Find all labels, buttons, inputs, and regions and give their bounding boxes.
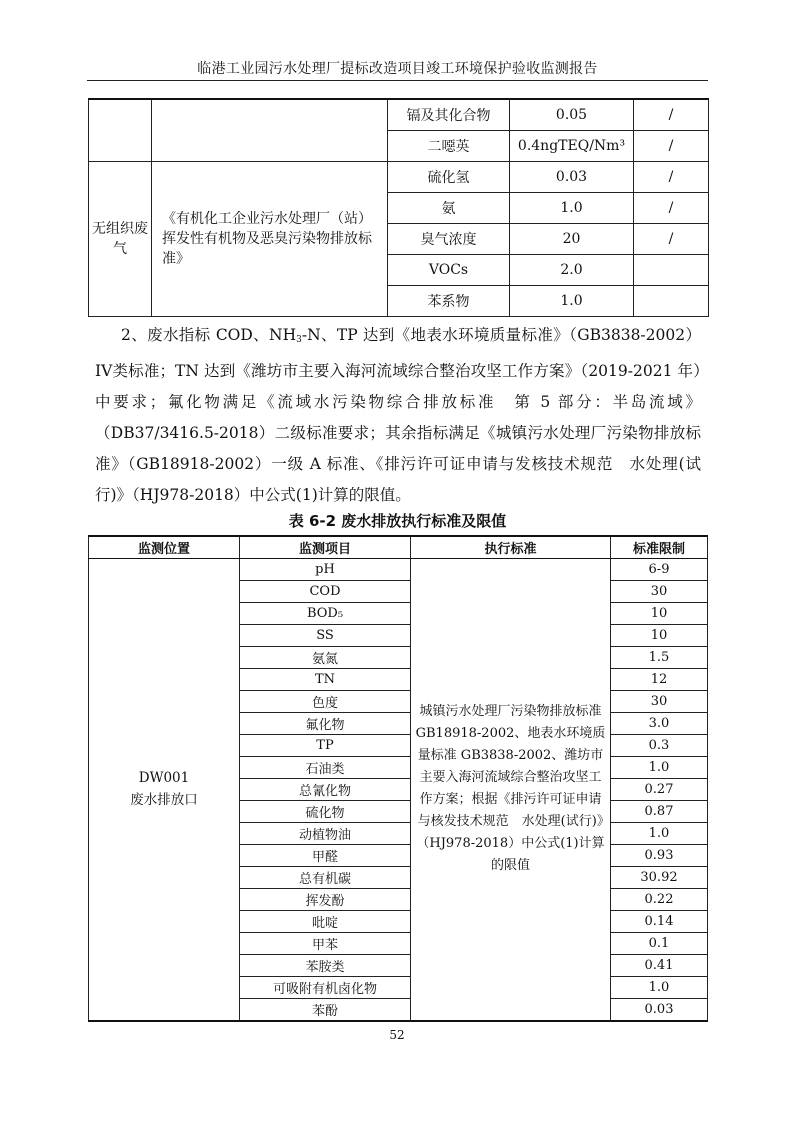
limit-cell: 1.0 <box>611 977 708 999</box>
limit-cell: 30 <box>611 691 708 713</box>
wastewater-standard-paragraph <box>95 320 701 511</box>
item-cell: 石油类 <box>240 757 411 779</box>
limit-cell: 0.27 <box>611 779 708 801</box>
note-cell: / <box>634 99 709 130</box>
column-header: 执行标准 <box>411 536 611 559</box>
group-label-cell: 无组织废气 <box>89 161 152 316</box>
limit-cell: 0.22 <box>611 889 708 911</box>
table-row <box>89 559 708 581</box>
limit-cell: 0.05 <box>510 99 634 130</box>
wastewater-standards-table <box>88 535 708 1022</box>
location-name: 废水排放口 <box>130 792 198 809</box>
table-header-row <box>89 536 708 559</box>
item-cell: pH <box>240 559 411 581</box>
paragraph-subscript: 3 <box>296 335 302 345</box>
item-cell: 总有机碳 <box>240 867 411 889</box>
pollutant-cell: 氨 <box>388 192 510 223</box>
item-cell: 总氰化物 <box>240 779 411 801</box>
item-cell: TN <box>240 669 411 691</box>
pollutant-cell: VOCs <box>388 254 510 285</box>
pollutant-cell: 苯系物 <box>388 285 510 316</box>
limit-cell: 1.0 <box>510 285 634 316</box>
note-cell: / <box>634 130 709 161</box>
location-code: DW001 <box>138 770 190 787</box>
limit-cell: 6-9 <box>611 559 708 581</box>
column-header: 标准限制 <box>611 536 708 559</box>
item-cell: 甲醛 <box>240 845 411 867</box>
table-row <box>89 161 709 192</box>
column-header: 监测位置 <box>89 536 240 559</box>
limit-cell: 1.0 <box>510 192 634 223</box>
item-cell: 动植物油 <box>240 823 411 845</box>
limit-cell: 10 <box>611 625 708 647</box>
item-cell: COD <box>240 581 411 603</box>
item-cell: BOD₅ <box>240 603 411 625</box>
header-divider <box>87 80 708 81</box>
limit-cell: 0.4ngTEQ/Nm³ <box>510 130 634 161</box>
pollutant-cell: 硫化氢 <box>388 161 510 192</box>
item-cell: 氟化物 <box>240 713 411 735</box>
item-cell: 苯酚 <box>240 999 411 1021</box>
limit-cell: 1.0 <box>611 757 708 779</box>
page-number: 52 <box>389 1028 405 1042</box>
limit-cell: 0.14 <box>611 911 708 933</box>
note-cell: / <box>634 192 709 223</box>
report-header: 临港工业园污水处理厂提标改造项目竣工环境保护验收监测报告 <box>197 61 598 77</box>
limit-cell: 12 <box>611 669 708 691</box>
note-cell: / <box>634 223 709 254</box>
pollutant-cell: 臭气浓度 <box>388 223 510 254</box>
pollutant-cell: 二噁英 <box>388 130 510 161</box>
table-caption: 表 6-2 废水排放执行标准及限值 <box>288 512 507 530</box>
limit-cell: 0.1 <box>611 933 708 955</box>
item-cell: 色度 <box>240 691 411 713</box>
paragraph-text-rest: -N、TP 达到《地表水环境质量标准》（GB3838-2002）IV类标准；TN 达到《潍坊市主要入海河流域综合整治攻坚工作方案》（2019-2021 年）中要求；氟化物满足《流域水污染物综合排放标准 第 5 部分：半岛流域》（DB37/3416.5-2018）二级标准要求；其余指标满足《城镇污水处理厂污染物排放标准》（GB18918-2002）一级 A 标准、《排污许可证申请与发核技术规范 水处理(试行)》（HJ978-2018）中公式(1)计算的限值。 <box>95 326 701 504</box>
item-cell: 挥发酚 <box>240 889 411 911</box>
limit-cell: 0.03 <box>611 999 708 1021</box>
limit-cell: 0.3 <box>611 735 708 757</box>
limit-cell: 0.93 <box>611 845 708 867</box>
limit-cell: 2.0 <box>510 254 634 285</box>
item-cell: TP <box>240 735 411 757</box>
group-cell-empty <box>89 99 152 161</box>
pollutant-cell: 镉及其化合物 <box>388 99 510 130</box>
item-cell: SS <box>240 625 411 647</box>
item-cell: 苯胺类 <box>240 955 411 977</box>
paragraph-text-start: 2、废水指标 COD、NH <box>121 326 297 344</box>
limit-cell: 1.5 <box>611 647 708 669</box>
standard-cell-empty <box>152 99 388 161</box>
monitoring-location-cell <box>89 559 240 1021</box>
item-cell: 硫化物 <box>240 801 411 823</box>
limit-cell: 20 <box>510 223 634 254</box>
note-cell <box>634 285 709 316</box>
item-cell: 氨氮 <box>240 647 411 669</box>
note-cell: / <box>634 161 709 192</box>
limit-cell: 1.0 <box>611 823 708 845</box>
limit-cell: 30.92 <box>611 867 708 889</box>
standard-cell: 城镇污水处理厂污染物排放标准 GB18918-2002、地表水环境质量标准 GB3838-2002、潍坊市主要入海河流域综合整治攻坚工作方案；根据《排污许可证申请与核发技术规范 水处理(试行)》（HJ978-2018）中公式(1)计算的限值 <box>411 559 611 1021</box>
column-header: 监测项目 <box>240 536 411 559</box>
item-cell: 甲苯 <box>240 933 411 955</box>
limit-cell: 0.87 <box>611 801 708 823</box>
limit-cell: 30 <box>611 581 708 603</box>
limit-cell: 10 <box>611 603 708 625</box>
note-cell <box>634 254 709 285</box>
group-standard-cell: 《有机化工企业污水处理厂（站）挥发性有机物及恶臭污染物排放标准》 <box>152 161 388 316</box>
item-cell: 可吸附有机卤化物 <box>240 977 411 999</box>
limit-cell: 0.03 <box>510 161 634 192</box>
item-cell: 吡啶 <box>240 911 411 933</box>
exhaust-gas-standards-table <box>88 98 709 317</box>
limit-cell: 3.0 <box>611 713 708 735</box>
limit-cell: 0.41 <box>611 955 708 977</box>
table-row <box>89 99 709 130</box>
